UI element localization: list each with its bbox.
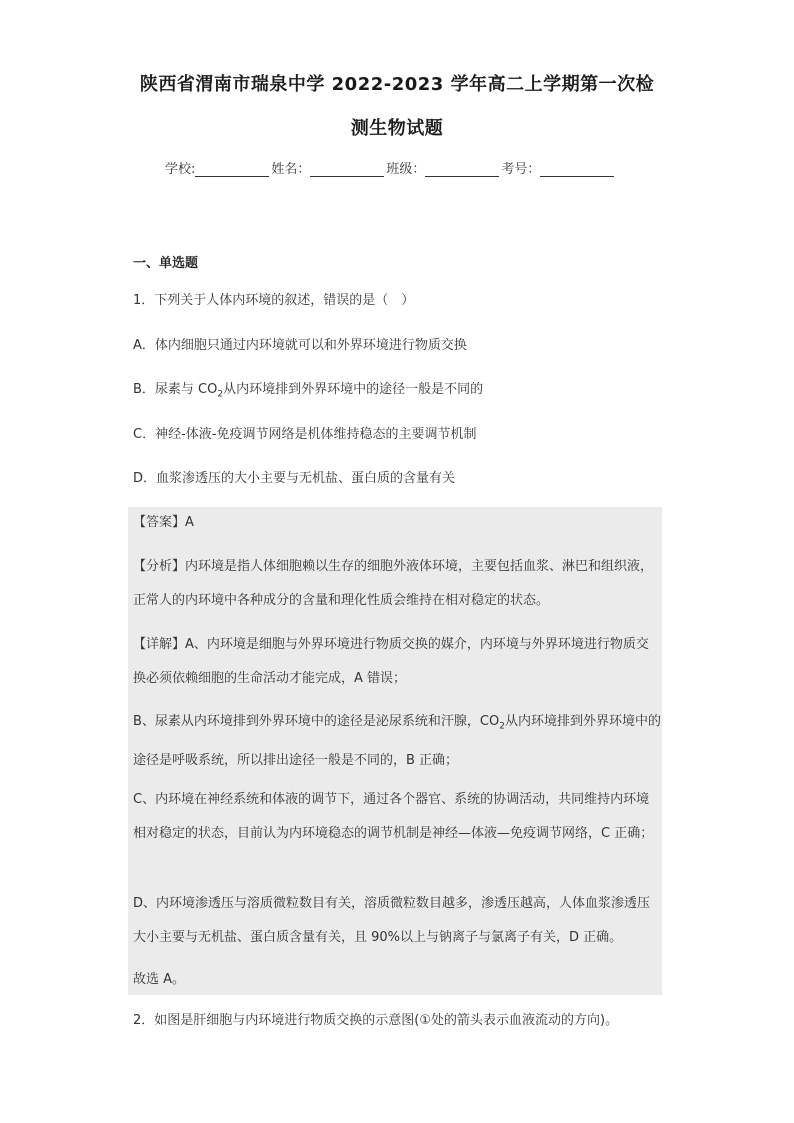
name-label: 姓名： xyxy=(271,162,311,177)
exam-number-blank[interactable] xyxy=(540,161,614,177)
question-1-option-a: A．体内细胞只通过内环境就可以和外界环境进行物质交换 xyxy=(133,338,467,353)
option-b-text-1: B．尿素与 CO xyxy=(133,382,218,397)
question-1-stem: 1．下列关于人体内环境的叙述，错误的是（ ） xyxy=(133,293,415,308)
exam-title-line2: 测生物试题 xyxy=(350,118,444,139)
detail-b-text-2: 从内环境排到外界环境中的途径是呼吸系统，所以排出途径一般是不同的，B 正确； xyxy=(133,714,661,768)
question-2-stem: 2．如图是肝细胞与内环境进行物质交换的示意图(①处的箭头表示血液流动的方向)。 xyxy=(133,1013,619,1028)
question-1-option-d: D．血浆渗透压的大小主要与无机盐、蛋白质的含量有关 xyxy=(133,471,456,486)
answer-line: 【答案】A xyxy=(133,515,194,530)
detail-d-paragraph: D、内环境渗透压与溶质微粒数目有关，溶质微粒数目越多，渗透压越高，人体血浆渗透压大小主要与无机盐、蛋白质含量有关，且 90%以上与钠离子与氯离子有关，D 正确。 xyxy=(133,896,651,945)
student-info-row xyxy=(165,158,629,177)
option-b-subscript: 2 xyxy=(217,389,224,400)
question-1-option-b xyxy=(133,381,663,404)
class-blank[interactable] xyxy=(425,161,499,177)
detail-b-paragraph xyxy=(133,705,661,778)
section-heading: 一、单选题 xyxy=(133,256,199,271)
detail-b-subscript: 2 xyxy=(499,721,505,732)
class-label: 班级： xyxy=(386,162,426,177)
school-label: 学校: xyxy=(165,162,196,177)
detail-c-paragraph: C、内环境在神经系统和体液的调节下，通过各个器官、系统的协调活动，共同维持内环境相对稳定的状态，目前认为内环境稳态的调节机制是神经—体液—免疫调节网络，C 正确； xyxy=(133,792,654,841)
analysis-paragraph: 【分析】内环境是指人体细胞赖以生存的细胞外液体环境，主要包括血浆、淋巴和组织液，正常人的内环境中各种成分的含量和理化性质会维持在相对稳定的状态。 xyxy=(133,559,654,608)
question-1-option-c: C．神经-体液-免疫调节网络是机体维持稳态的主要调节机制 xyxy=(133,427,477,442)
school-blank[interactable] xyxy=(195,161,269,177)
exam-number-label: 考号： xyxy=(501,162,541,177)
detail-b-text-1: B、尿素从内环境排到外界环境中的途径是泌尿系统和汗腺，CO xyxy=(133,714,500,729)
option-b-text-2: 从内环境排到外界环境中的途径一般是不同的 xyxy=(223,382,484,397)
detail-a-paragraph: 【详解】A、内环境是细胞与外界环境进行物质交换的媒介，内环境与外界环境进行物质交换必须依赖细胞的生命活动才能完成，A 错误； xyxy=(133,637,649,686)
conclusion-line: 故选 A。 xyxy=(133,972,186,987)
name-blank[interactable] xyxy=(310,161,384,177)
exam-title-line1: 陕西省渭南市瑞泉中学 2022-2023 学年高二上学期第一次检 xyxy=(139,74,655,95)
